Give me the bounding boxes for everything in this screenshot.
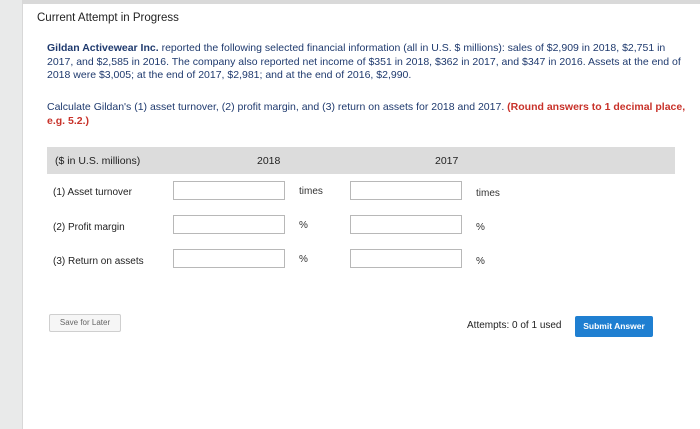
asset-turnover-2017-input[interactable] [350, 181, 462, 200]
unit-times-2018: times [299, 186, 323, 197]
problem-text: reported the following selected financial information (all in U.S. $ millions): sales of $2,909 in 2018, $2,751 in 2017, and $2,585 in 2016. The company also reported net income of $351 in 2018, $362 in 2017, and $347 in 2016. Assets at the end of 2018 were $3,005; at the end of 2017, $2,981; and at the end of 2016, $2,990. [47, 42, 681, 81]
unit-percent-roa-2017: % [476, 256, 485, 267]
company-name: Gildan Activewear Inc. [47, 42, 159, 54]
header-year-2018: 2018 [257, 155, 281, 167]
header-year-2017: 2017 [435, 155, 459, 167]
unit-percent-2018: % [299, 220, 308, 231]
submit-answer-button[interactable]: Submit Answer [575, 316, 653, 337]
row-label-return-on-assets: (3) Return on assets [53, 256, 144, 267]
profit-margin-2017-input[interactable] [350, 215, 462, 234]
profit-margin-2018-input[interactable] [173, 215, 285, 234]
top-divider [23, 0, 700, 4]
problem-statement [47, 42, 687, 83]
save-for-later-button[interactable]: Save for Later [49, 314, 121, 332]
assignment-panel [22, 0, 700, 429]
page-heading: Current Attempt in Progress [37, 12, 179, 24]
attempts-counter: Attempts: 0 of 1 used [467, 320, 562, 331]
unit-percent-2017: % [476, 222, 485, 233]
header-units-label: ($ in U.S. millions) [55, 155, 141, 167]
row-label-profit-margin: (2) Profit margin [53, 222, 125, 233]
return-on-assets-2018-input[interactable] [173, 249, 285, 268]
row-label-asset-turnover: (1) Asset turnover [53, 187, 132, 198]
return-on-assets-2017-input[interactable] [350, 249, 462, 268]
unit-percent-roa-2018: % [299, 254, 308, 265]
table-header [47, 147, 675, 174]
rounding-note: (Round answers to 1 decimal place, e.g. 5.2.) [47, 101, 686, 127]
asset-turnover-2018-input[interactable] [173, 181, 285, 200]
unit-times-2017: times [476, 188, 500, 199]
instruction-body: Calculate Gildan's (1) asset turnover, (2) profit margin, and (3) return on assets for 2018 and 2017. [47, 101, 508, 113]
instruction-text [47, 101, 687, 128]
